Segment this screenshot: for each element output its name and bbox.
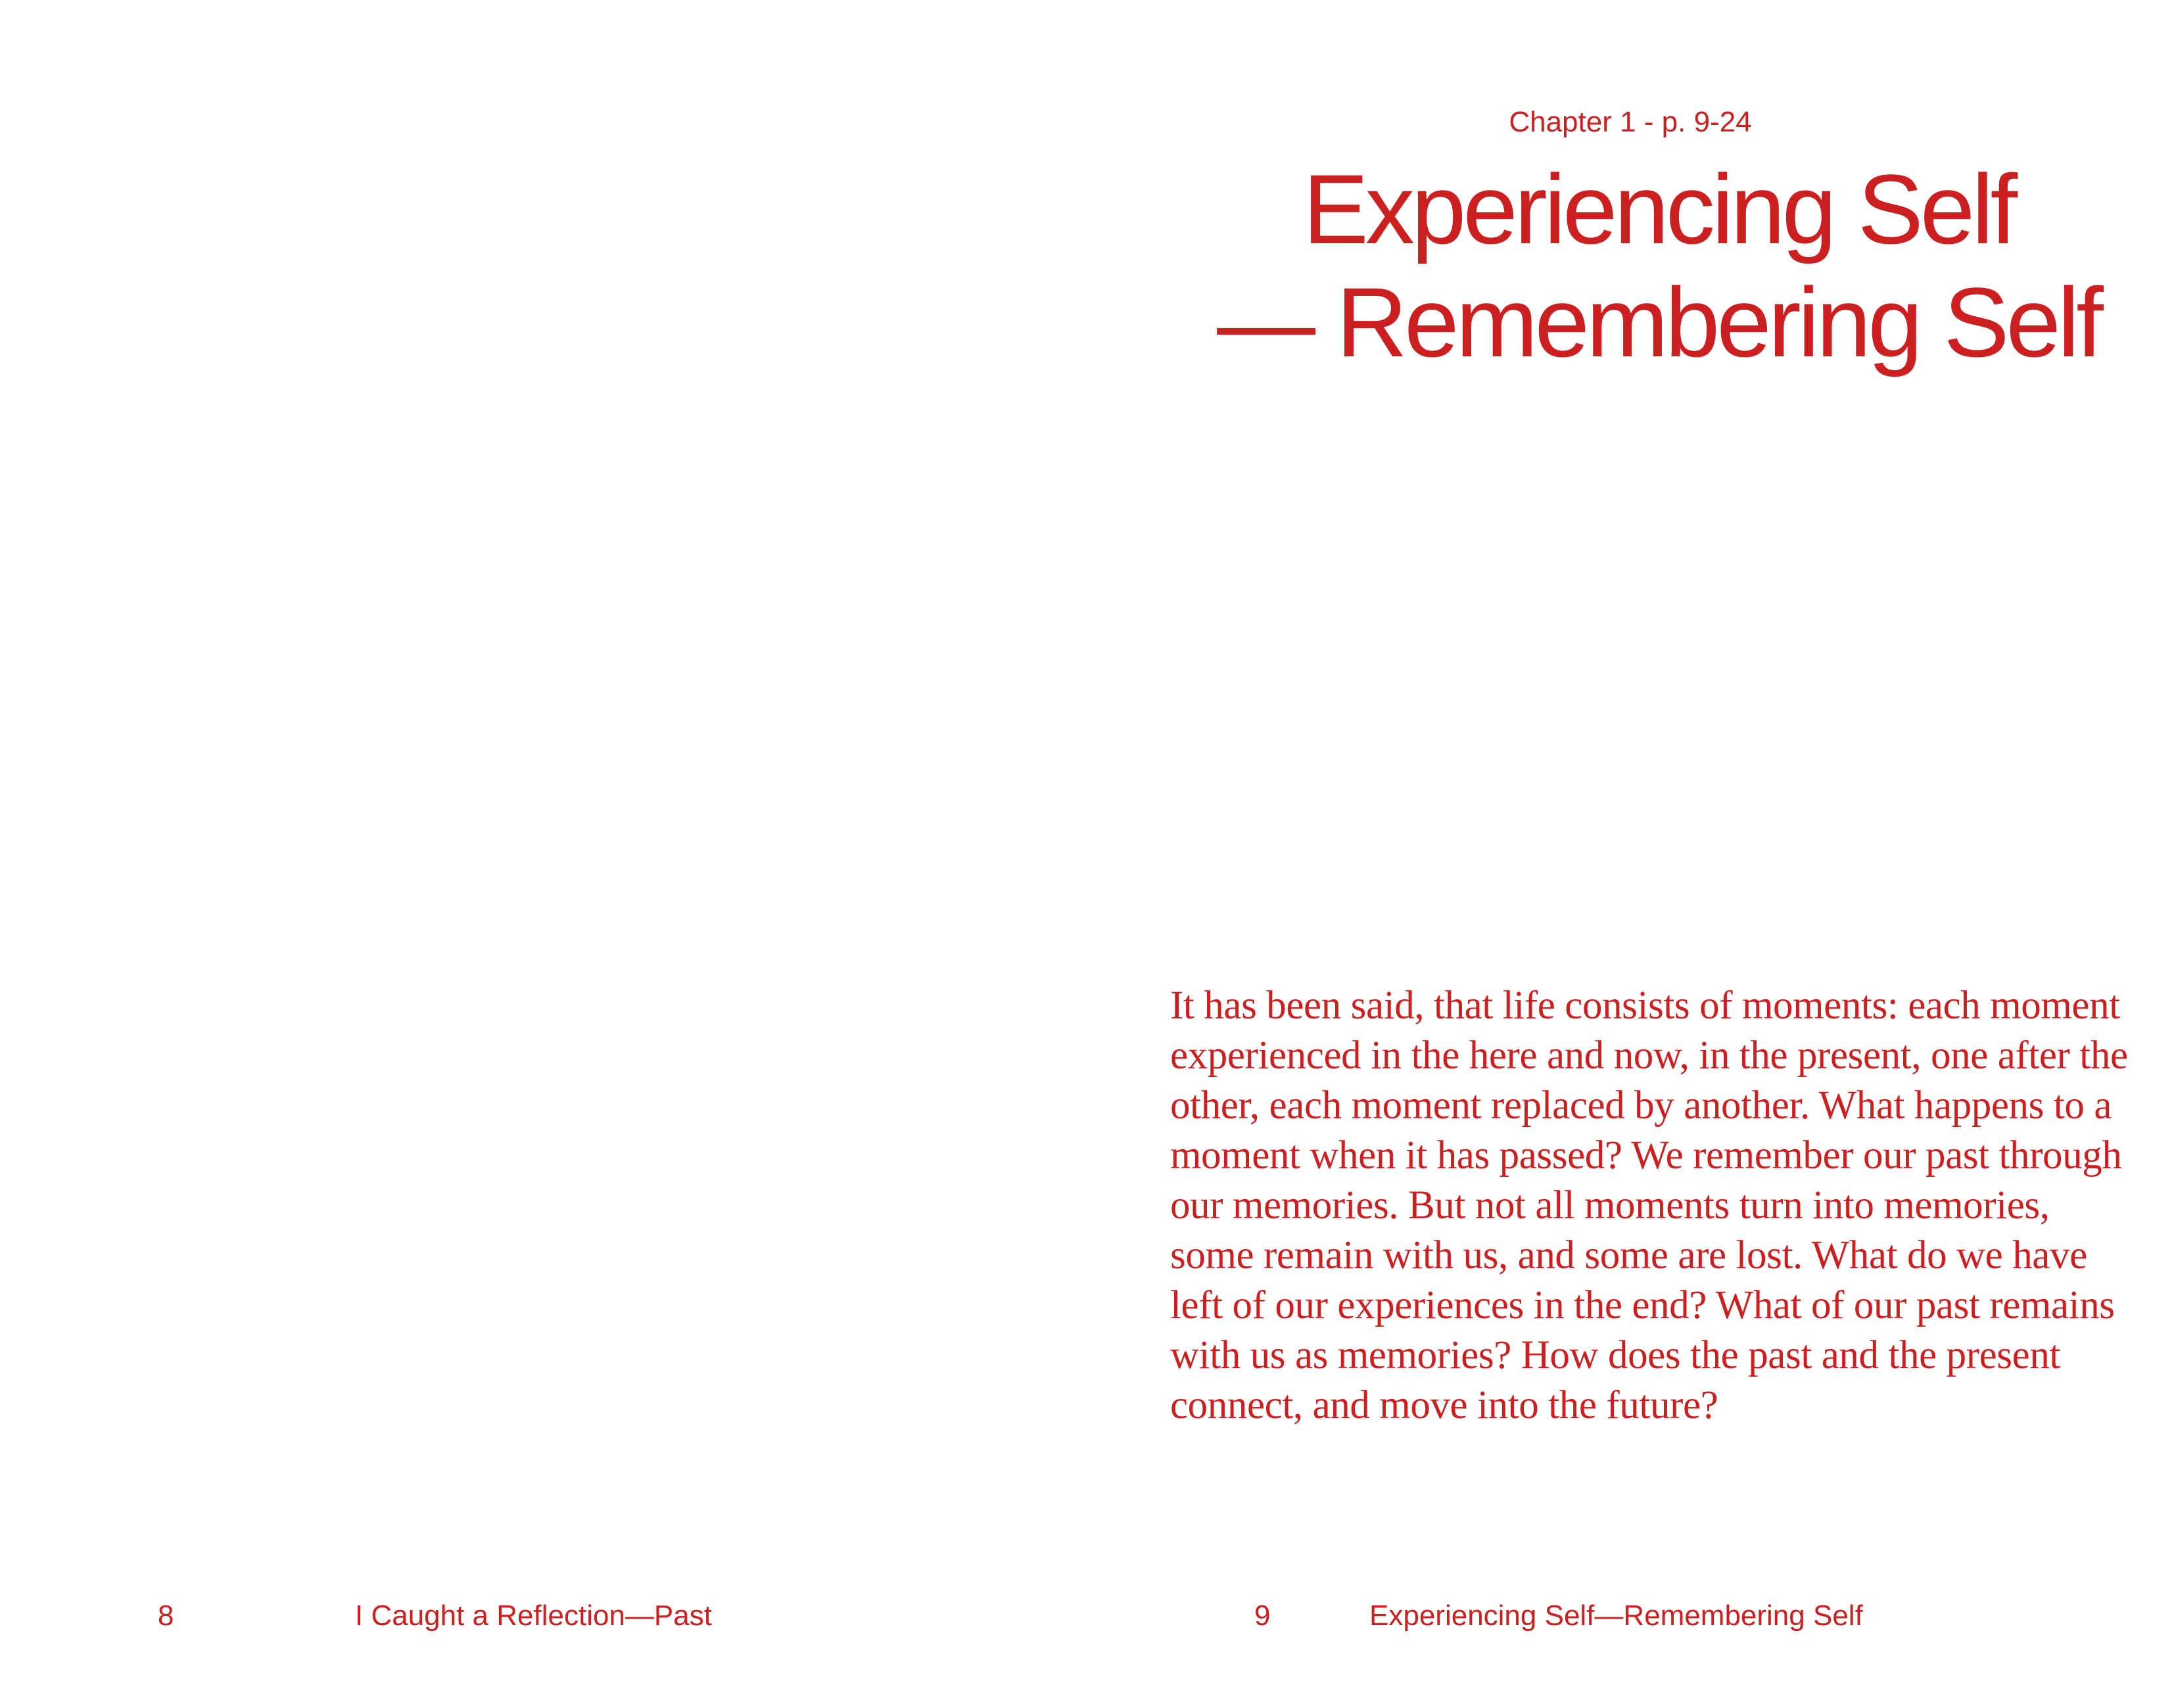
right-page — [1087, 0, 2174, 1708]
body-paragraph: It has been said, that life consists of moments: each moment experienced in the here and now, in the present, one after the other, each moment replaced by another. What happens to a moment when it has passed? We remember our past through our memories. But not all moments turn into memories, some remain with us, and some are lost. What do we have left of our experiences in the end? What of our past remains with us as memories? How does the past and the present connect, and move into the future? — [1170, 984, 2128, 1427]
chapter-title — [1166, 153, 2152, 379]
chapter-title-line-2: — Remembering Self — [1217, 267, 2100, 377]
chapter-label: Chapter 1 - p. 9-24 — [1509, 106, 1752, 138]
chapter-title-line-1: Experiencing Self — [1302, 154, 2015, 264]
running-title: Experiencing Self—Remembering Self — [1369, 1600, 1863, 1632]
page-number: 8 — [158, 1600, 174, 1632]
page-number: 9 — [1254, 1600, 1271, 1632]
running-title: I Caught a Reflection—Past — [355, 1600, 712, 1632]
